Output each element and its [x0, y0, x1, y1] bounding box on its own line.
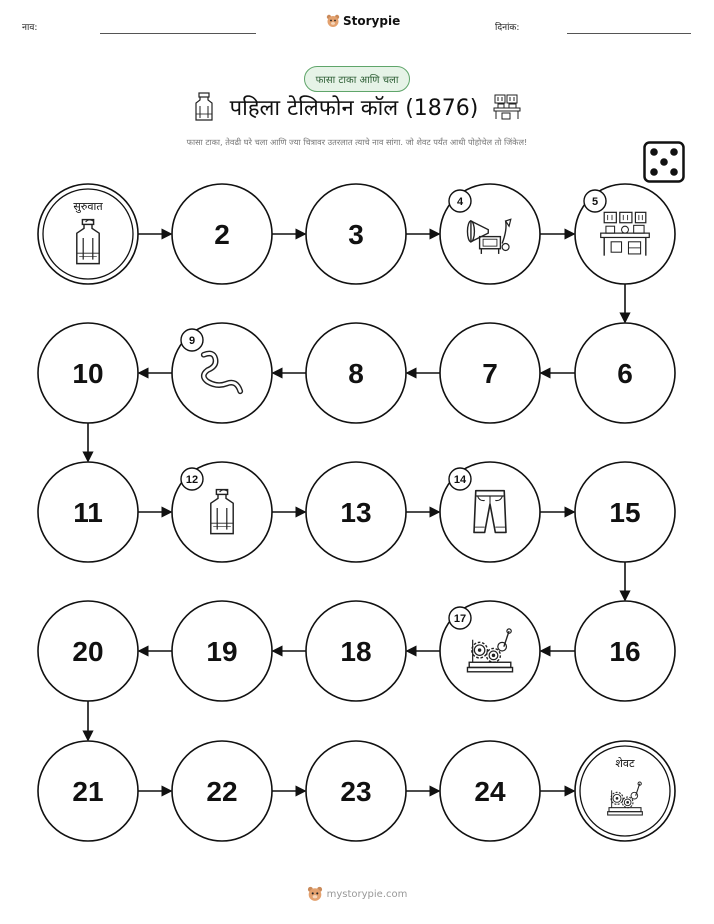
square-circle — [575, 741, 675, 841]
board-square-22[interactable] — [172, 741, 272, 841]
square-number: 6 — [617, 358, 633, 389]
square-number: 16 — [609, 636, 641, 667]
square-number: 24 — [474, 776, 506, 807]
square-number: 17 — [453, 613, 467, 625]
date-label: दिनांक: — [495, 23, 520, 33]
square-number: 22 — [206, 776, 238, 807]
square-number: 15 — [609, 497, 641, 528]
board-square-8[interactable] — [306, 323, 406, 423]
board-square-7[interactable] — [440, 323, 540, 423]
board-square-25[interactable] — [575, 741, 675, 841]
board-square-18[interactable] — [306, 601, 406, 701]
board-square-13[interactable] — [306, 462, 406, 562]
square-number: 4 — [456, 196, 464, 208]
board-square-1[interactable] — [38, 184, 138, 284]
square-number: 9 — [188, 335, 196, 347]
square-number: 7 — [482, 358, 498, 389]
footer — [307, 886, 408, 902]
board-square-12[interactable] — [172, 462, 272, 562]
board-square-23[interactable] — [306, 741, 406, 841]
square-number: 3 — [348, 219, 364, 250]
board-square-10[interactable] — [38, 323, 138, 423]
board-square-2[interactable] — [172, 184, 272, 284]
square-number: 11 — [73, 497, 103, 528]
board-square-3[interactable] — [306, 184, 406, 284]
game-type-badge: फासा टाका आणि चला — [304, 66, 411, 92]
board-square-4[interactable] — [440, 184, 540, 284]
square-number: 2 — [214, 219, 230, 250]
square-number: 8 — [348, 358, 364, 389]
instructions: फासा टाका, तेवढी घरे चला आणि ज्या चित्रावर उतरलात त्याचे नाव सांगा. जो शेवट पर्यंत आधी पोहोचेल तो जिंकेल! — [186, 137, 528, 147]
board-square-20[interactable] — [38, 601, 138, 701]
bear-mascot-icon — [307, 886, 323, 902]
board-square-15[interactable] — [575, 462, 675, 562]
square-number: 18 — [340, 636, 372, 667]
board-square-17[interactable] — [440, 601, 540, 701]
square-number: 13 — [340, 497, 372, 528]
board-square-6[interactable] — [575, 323, 675, 423]
brand-name: Storypie — [343, 14, 401, 28]
board-square-14[interactable] — [440, 462, 540, 562]
board-square-24[interactable] — [440, 741, 540, 841]
square-number: 21 — [72, 776, 104, 807]
square-number: 10 — [72, 358, 104, 389]
board-square-5[interactable] — [575, 184, 675, 284]
square-number: 5 — [591, 196, 599, 208]
square-number: 20 — [72, 636, 104, 667]
square-number: 14 — [453, 474, 467, 486]
board-square-11[interactable] — [38, 462, 138, 562]
name-label: नाव: — [22, 23, 38, 33]
board-square-9[interactable] — [172, 323, 272, 423]
square-label: सुरुवात — [73, 200, 103, 213]
board-square-19[interactable] — [172, 601, 272, 701]
square-label: शेवट — [615, 757, 635, 770]
page-title: पहिला टेलिफोन कॉल (1876) — [229, 96, 479, 121]
board-square-16[interactable] — [575, 601, 675, 701]
square-circle — [38, 184, 138, 284]
square-number: 19 — [206, 636, 238, 667]
square-number: 12 — [185, 474, 199, 486]
footer-url[interactable]: mystorypie.com — [326, 888, 408, 900]
square-number: 23 — [340, 776, 372, 807]
board-square-21[interactable] — [38, 741, 138, 841]
